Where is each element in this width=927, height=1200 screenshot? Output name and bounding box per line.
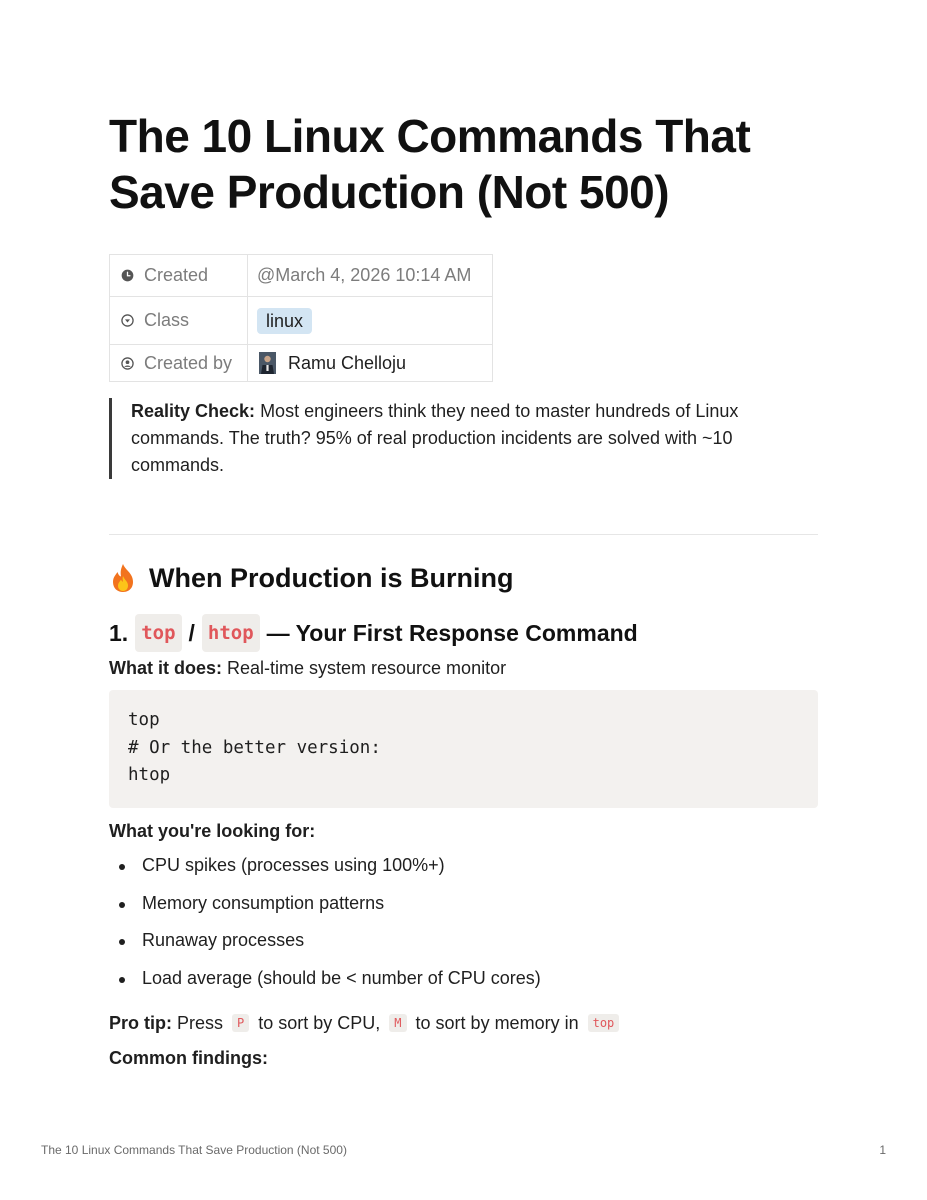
list-item: Load average (should be < number of CPU cores) [109,965,541,1003]
footer-title: The 10 Linux Commands That Save Production (Not 500) [41,1143,347,1157]
property-class [110,297,493,345]
property-label-created: Created [144,265,209,285]
key-p: P [232,1014,249,1032]
inline-code-top-small: top [588,1014,620,1032]
property-label-created-by: Created by [144,352,233,373]
inline-code-top: top [135,614,181,652]
inline-code-htop: htop [202,614,260,652]
properties-table [109,254,493,382]
code-line: # Or the better version: [128,737,381,758]
section-title: When Production is Burning [149,563,514,593]
callout-text: Most engineers think they need to master hundreds of Linux commands. The truth? 95% of real production incidents are solved with ~10 commands. [131,401,739,475]
list-item: CPU spikes (processes using 100%+) [109,852,541,890]
callout-bold: Reality Check: [131,401,256,421]
command-heading-1 [109,614,638,652]
page-number: 1 [879,1143,886,1157]
property-label-class: Class [144,310,190,330]
avatar [259,352,276,374]
property-created-by [110,345,493,382]
property-created [110,255,493,297]
list-item: Runaway processes [109,927,541,965]
looking-for-heading: What you're looking for: [109,821,316,841]
created-date[interactable]: @March 4, 2026 10:14 AM [257,265,472,285]
code-line: htop [128,765,171,785]
section-heading [109,558,513,598]
divider [109,534,818,535]
page-title: The 10 Linux Commands That Save Production (Not 500) [109,110,751,218]
pro-tip: Pro tip: Press P to sort by CPU, M to sort by memory in top [109,1010,623,1036]
dropdown-icon [121,314,134,327]
list-item: Memory consumption patterns [109,890,541,927]
clock-icon [121,269,134,282]
reality-check-callout [109,398,821,479]
code-line: top [128,710,160,730]
creator-name[interactable]: Ramu Chelloju [288,352,407,373]
bullet-list [109,852,541,1003]
class-tag[interactable]: linux [257,308,312,334]
common-findings-heading: Common findings: [109,1048,268,1068]
person-icon [121,357,134,370]
what-it-does: What it does: Real-time system resource monitor [109,658,507,678]
key-m: M [389,1014,406,1032]
fire-icon [109,563,137,593]
command-number: 1. [109,620,129,646]
command-separator: / [188,620,195,646]
code-block[interactable] [109,690,818,808]
command-heading-text: — Your First Response Command [266,620,638,646]
